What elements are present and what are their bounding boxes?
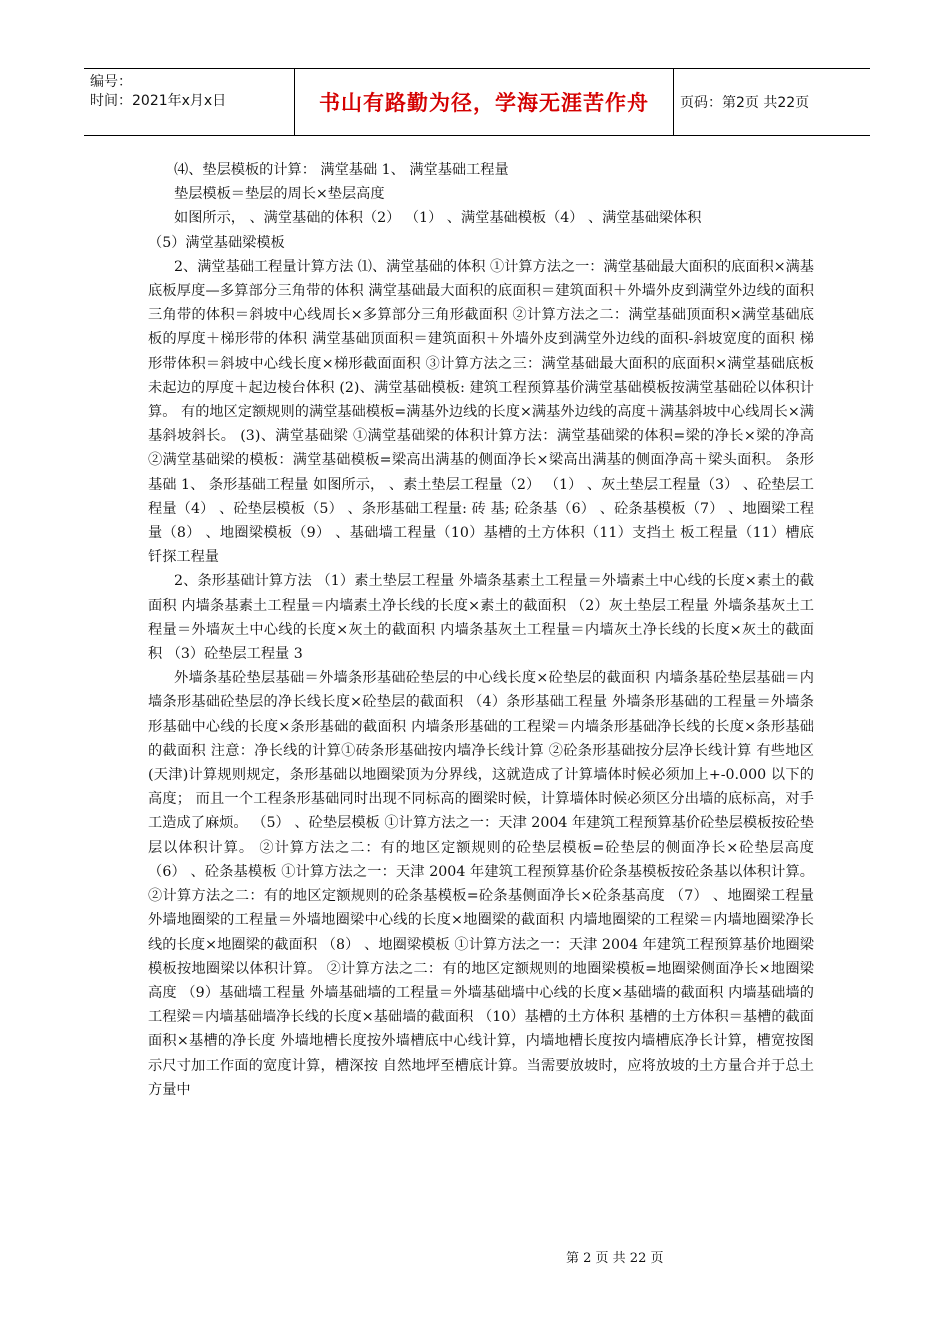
document-time-label: 时间：2021年x月x日 bbox=[90, 93, 227, 109]
document-number-label: 编号： bbox=[90, 74, 132, 90]
body-paragraph-4: 外墙条基砼垫层基础＝外墙条形基础砼垫层的中心线长度×砼垫层的截面积 内墙条基砼垫层基础＝内墙条形基础砼垫层的净长线长度×砼垫层的截面积 （4）条形基础工程量 外墙条形基础的工程量＝外墙条形基础中心线的长度×条形基础的截面积 内墙条形基础的工程梁＝内墙条形基础净长线的长度×条形基础的截面积 注意：净长线的计算①砖条形基础按内墙净长线计算 ②砼条形基础按分层净长线计算 有些地区(天津)计算规则规定，条形基础以地圈梁顶为分界线，这就造成了计算墙体时候必须加上+-0.000 以下的高度； 而且一个工程条形基础同时出现不同标高的圈梁时候，计算墙体时候必须区分出墙的底标高，对手工造成了麻烦。 （5） 、砼垫层模板 ①计算方法之一：天津 2004 年建筑工程预算基价砼垫层模板按砼垫层以体积计算。 ②计算方法之二：有的地区定额规则的砼垫层模板=砼垫层的侧面净长×砼垫层高度 （6） 、砼条基模板 ①计算方法之一：天津 2004 年建筑工程预算基价砼条基模板按砼条基以体积计算。 ②计算方法之二：有的地区定额规则的砼条基模板=砼条基侧面净长×砼条基高度 （7） 、地圈梁工程量 外墙地圈梁的工程量＝外墙地圈梁中心线的长度×地圈梁的截面积 内墙地圈梁的工程梁＝内墙地圈梁净长线的长度×地圈梁的截面积 （8） 、地圈梁模板 ①计算方法之一：天津 2004 年建筑工程预算基价地圈梁模板按地圈梁以体积计算。 ②计算方法之二：有的地区定额规则的地圈梁模板=地圈梁侧面净长×地圈梁高度 （9）基础墙工程量 外墙基础墙的工程量＝外墙基础墙中心线的长度×基础墙的截面积 内墙基础墙的工程梁＝内墙基础墙净长线的长度×基础墙的截面积 （10）基槽的土方体积 基槽的土方体积＝基槽的截面面积×基槽的净长度 外墙地槽长度按外墙槽底中心线计算，内墙地槽长度按内墙槽底净长计算，槽宽按图示尺寸加工作面的宽度计算，槽深按 自然地坪至槽底计算。当需要放坡时，应将放坡的土方量合并于总土方量中 bbox=[148, 670, 814, 1098]
header-page-info: 页码：第2页 共22页 bbox=[680, 95, 810, 111]
body-line-2: 垫层模板＝垫层的周长×垫层高度 bbox=[174, 186, 385, 203]
body-paragraph-2: 2、满堂基础工程量计算方法 ⑴、满堂基础的体积 ①计算方法之一：满堂基础最大面积的底面积×满基底板厚度—多算部分三角带的体积 满堂基础最大面积的底面积＝建筑面积＋外墙外皮到满堂外边线的面积 三角带的体积＝斜坡中心线周长×多算部分三角形截面积 ②计算方法之二：满堂基础顶面积×满堂基础底板的厚度＋梯形带的体积 满堂基础顶面积＝建筑面积＋外墙外皮到满堂外边线的面积-斜坡宽度的面积 梯形带体积＝斜坡中心线长度×梯形截面面积 ③计算方法之三：满堂基础最大面积的底面积×满堂基础底板未起边的厚度＋起边棱台体积 (2)、满堂基础模板: 建筑工程预算基价满堂基础模板按满堂基础砼以体积计算。 有的地区定额规则的满堂基础模板=满基外边线的长度×满基外边线的高度＋满基斜坡中心线周长×满基斜坡斜长。 (3)、满堂基础梁 ①满堂基础梁的体积计算方法：满堂基础梁的体积=梁的净长×梁的净高 ②满堂基础梁的模板：满堂基础模板=梁高出满基的侧面净长×梁高出满基的侧面净高＋梁头面积。 条形基础 1、 条形基础工程量 如图所示， 、素土垫层工程量（2） （1） 、灰土垫层工程量（3） 、砼垫层工程量（4） 、砼垫层模板（5） 、条形基础工程量: 砖 基; 砼条基（6） 、砼条基模板（7） 、地圈梁工程量（8） 、地圈梁模板（9） 、基础墙工程量（10）基槽的土方体积（11）支挡土 板工程量（11）槽底钎探工程量 bbox=[148, 258, 814, 566]
body-paragraph-1: （5）满堂基础梁模板 bbox=[148, 234, 285, 251]
header-meta bbox=[84, 69, 294, 135]
body-paragraph-3: 2、条形基础计算方法 （1）素土垫层工程量 外墙条基素土工程量＝外墙素土中心线的长度×素土的截面积 内墙条基素土工程量＝内墙素土净长线的长度×素土的截面积 （2）灰土垫层工程量 外墙条基灰土工程量＝外墙灰土中心线的长度×灰土的截面积 内墙条基灰土工程量＝内墙灰土净长线的长度×灰土的截面积 （3）砼垫层工程量 3 bbox=[148, 573, 814, 663]
page-header bbox=[84, 68, 870, 136]
body-line-1: ⑷、垫层模板的计算： 满堂基础 1、 满堂基础工程量 bbox=[174, 162, 509, 178]
footer-page-number: 第 2 页 共 22 页 bbox=[566, 1251, 664, 1266]
header-motto: 书山有路勤为径，学海无涯苦作舟 bbox=[294, 69, 674, 135]
body-line-3: 如图所示， 、满堂基础的体积（2） （1） 、满堂基础模板（4） 、满堂基础梁体积 bbox=[174, 210, 702, 227]
document-body bbox=[148, 158, 814, 1102]
